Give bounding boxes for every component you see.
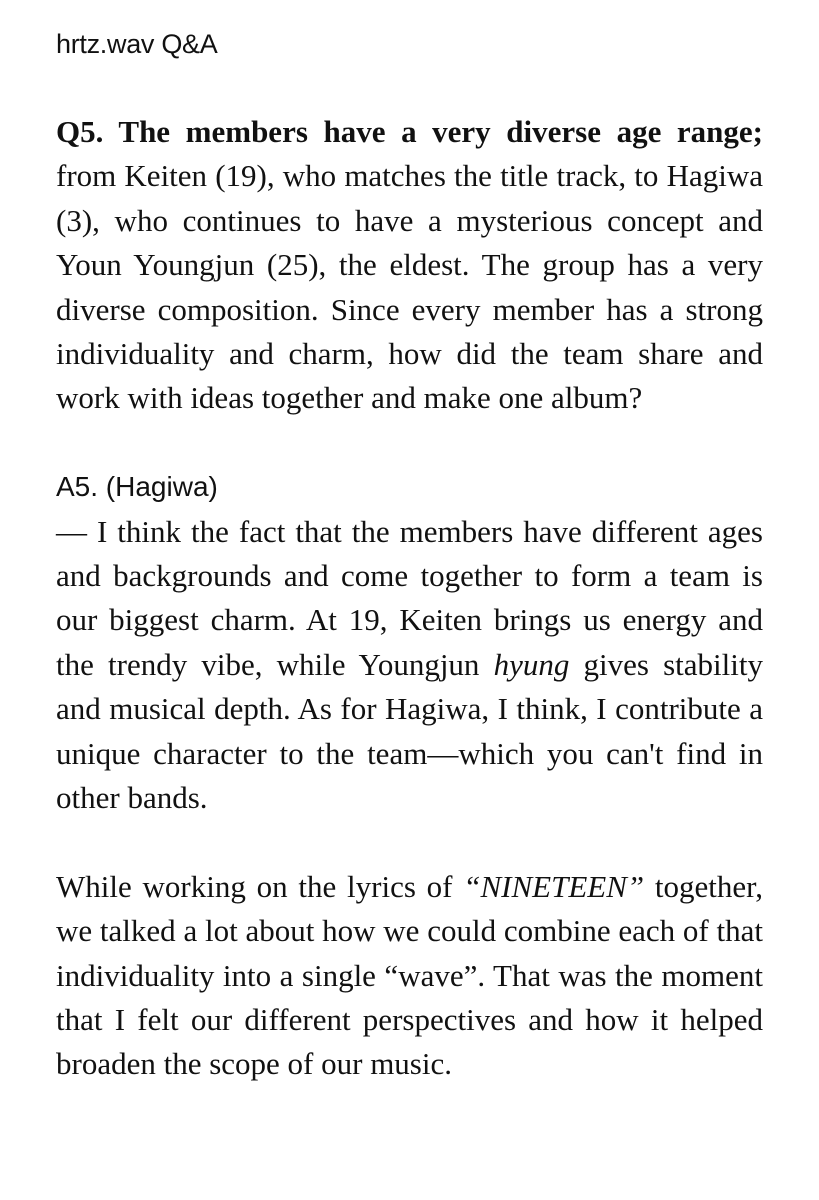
answer-p1-text-b: gives stability and musical depth. As for Hagiwa, I think, I contribute a unique character to the team—which you can't find in other bands. [56,646,763,816]
answer-paragraph-1 [56,510,763,821]
answer-p2-text-b: together, we talked a lot about how we could combine each of that individuality into a single “wave”. That was the moment that I felt our different perspectives and how it helped broaden the scope of our music. [56,868,764,1082]
document-page [56,22,763,1087]
answer-p1-italic: hyung [493,646,570,682]
document-title: hrtz.wav Q&A [56,29,218,59]
question-label: Q5. The members have a very diverse age range; [56,114,763,149]
question-text: from Keiten (19), who matches the title track, to Hagiwa (3), who continues to have a mysterious concept and Youn Youngjun (25), the eldest. The group has a very diverse composition. Since every member has a strong individuality and charm, how did the team share and work with ideas together and make one album? [56,158,763,416]
answer-paragraph-2 [56,865,763,1087]
answer-heading: A5. (Hagiwa) [56,471,218,503]
question-paragraph [56,110,763,421]
answer-p1-text-a: — I think the fact that the members have different ages and backgrounds and come together to form a team is our biggest charm. At 19, Keiten brings us energy and the trendy vibe, while Youngjun [56,513,763,682]
answer-p2-italic: “NINETEEN” [463,868,645,904]
answer-p2-text-a: While working on the lyrics of [56,868,464,904]
